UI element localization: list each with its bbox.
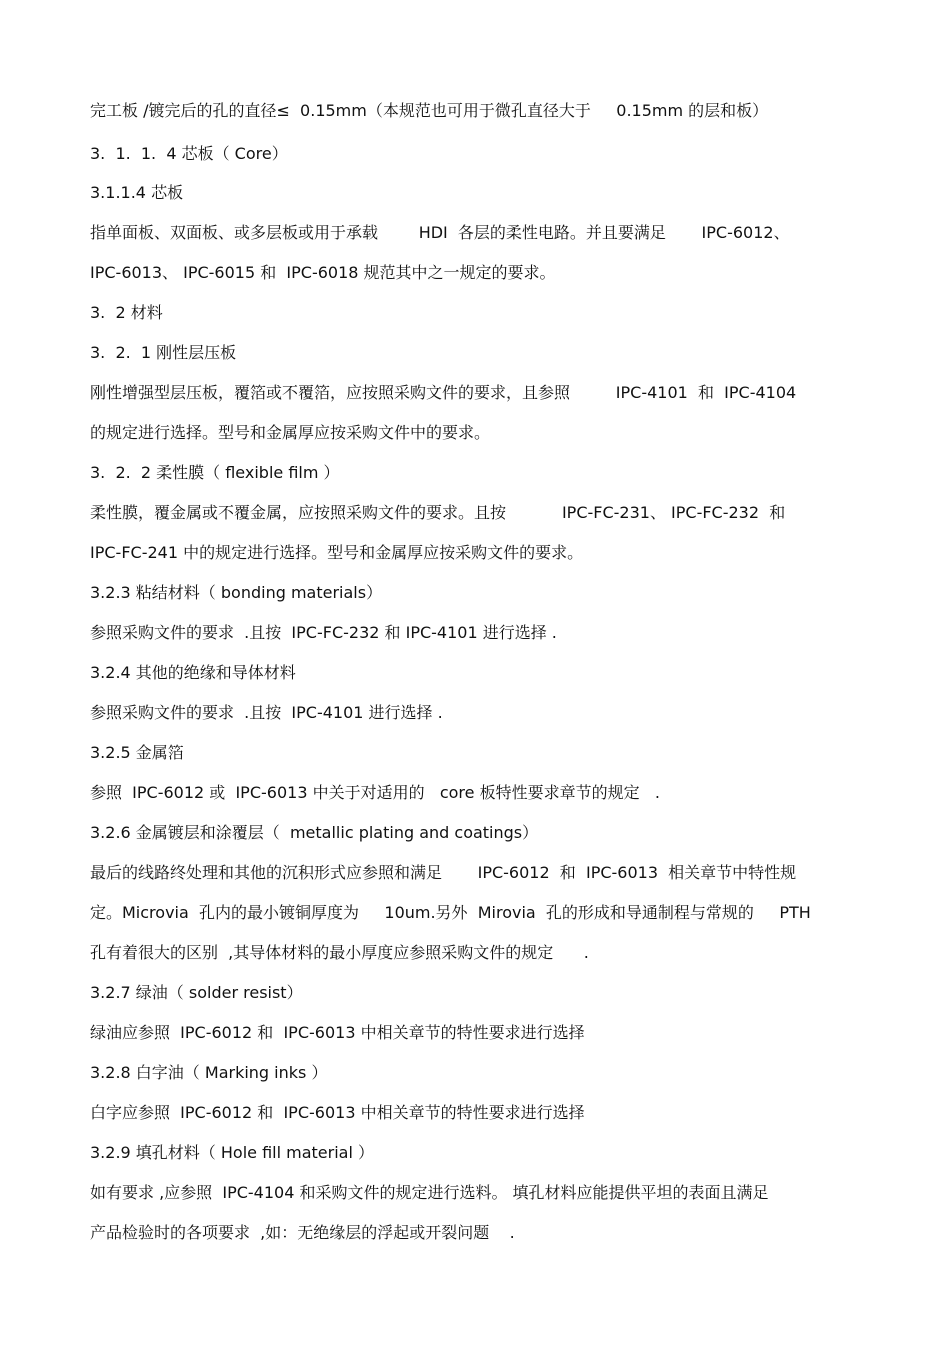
section-heading: 3. 1. 1. 4 芯板（ Core） bbox=[90, 144, 288, 163]
paragraph-line: 参照 IPC-6012 或 IPC-6013 中关于对适用的 core 板特性要求章节的规定 . bbox=[90, 783, 660, 802]
paragraph-line: 孔有着很大的区别 ,其导体材料的最小厚度应参照采购文件的规定 . bbox=[90, 943, 589, 962]
paragraph-line: 参照采购文件的要求 .且按 IPC-4101 进行选择 . bbox=[90, 703, 443, 722]
paragraph-line: IPC-6013、 IPC-6015 和 IPC-6018 规范其中之一规定的要求。 bbox=[90, 263, 556, 282]
paragraph-line: 最后的线路终处理和其他的沉积形式应参照和满足 IPC-6012 和 IPC-6013 相关章节中特性规 bbox=[90, 863, 797, 882]
paragraph-line: 刚性增强型层压板，覆箔或不覆箔，应按照采购文件的要求，且参照 IPC-4101 和 IPC-4104 bbox=[90, 383, 797, 402]
paragraph-line: 定。Microvia 孔内的最小镀铜厚度为 10um.另外 Mirovia 孔的形成和导通制程与常规的 PTH bbox=[90, 903, 811, 922]
paragraph-line: IPC-FC-241 中的规定进行选择。型号和金属厚应按采购文件的要求。 bbox=[90, 543, 584, 562]
paragraph-line: 白字应参照 IPC-6012 和 IPC-6013 中相关章节的特性要求进行选择 bbox=[90, 1103, 585, 1122]
section-heading: 3. 2 材料 bbox=[90, 303, 163, 322]
section-heading: 3.2.3 粘结材料（ bonding materials） bbox=[90, 583, 383, 602]
paragraph-line: 参照采购文件的要求 .且按 IPC-FC-232 和 IPC-4101 进行选择 . bbox=[90, 623, 557, 642]
section-heading: 3. 2. 1 刚性层压板 bbox=[90, 343, 237, 362]
section-heading: 3.1.1.4 芯板 bbox=[90, 183, 184, 202]
paragraph-line: 完工板 /镀完后的孔的直径≤ 0.15mm（本规范也可用于微孔直径大于 0.15mm 的层和板） bbox=[90, 101, 769, 120]
paragraph-line: 指单面板、双面板、或多层板或用于承载 HDI 各层的柔性电路。并且要满足 IPC-6012、 bbox=[90, 223, 790, 242]
paragraph-line: 的规定进行选择。型号和金属厚应按采购文件中的要求。 bbox=[90, 423, 491, 442]
paragraph-line: 柔性膜，覆金属或不覆金属，应按照采购文件的要求。且按 IPC-FC-231、 IPC-FC-232 和 bbox=[90, 503, 786, 522]
paragraph-line: 产品检验时的各项要求 ,如：无绝缘层的浮起或开裂问题 . bbox=[90, 1223, 515, 1242]
section-heading: 3. 2. 2 柔性膜（ flexible film ） bbox=[90, 463, 340, 482]
paragraph-line: 如有要求 ,应参照 IPC-4104 和采购文件的规定进行选料。 填孔材料应能提供平坦的表面且满足 bbox=[90, 1183, 769, 1202]
section-heading: 3.2.8 白字油（ Marking inks ） bbox=[90, 1063, 328, 1082]
section-heading: 3.2.4 其他的绝缘和导体材料 bbox=[90, 663, 296, 682]
section-heading: 3.2.6 金属镀层和涂覆层（ metallic plating and coatings） bbox=[90, 823, 539, 842]
section-heading: 3.2.5 金属箔 bbox=[90, 743, 184, 762]
section-heading: 3.2.9 填孔材料（ Hole fill material ） bbox=[90, 1143, 375, 1162]
paragraph-line: 绿油应参照 IPC-6012 和 IPC-6013 中相关章节的特性要求进行选择 bbox=[90, 1023, 585, 1042]
section-heading: 3.2.7 绿油（ solder resist） bbox=[90, 983, 303, 1002]
